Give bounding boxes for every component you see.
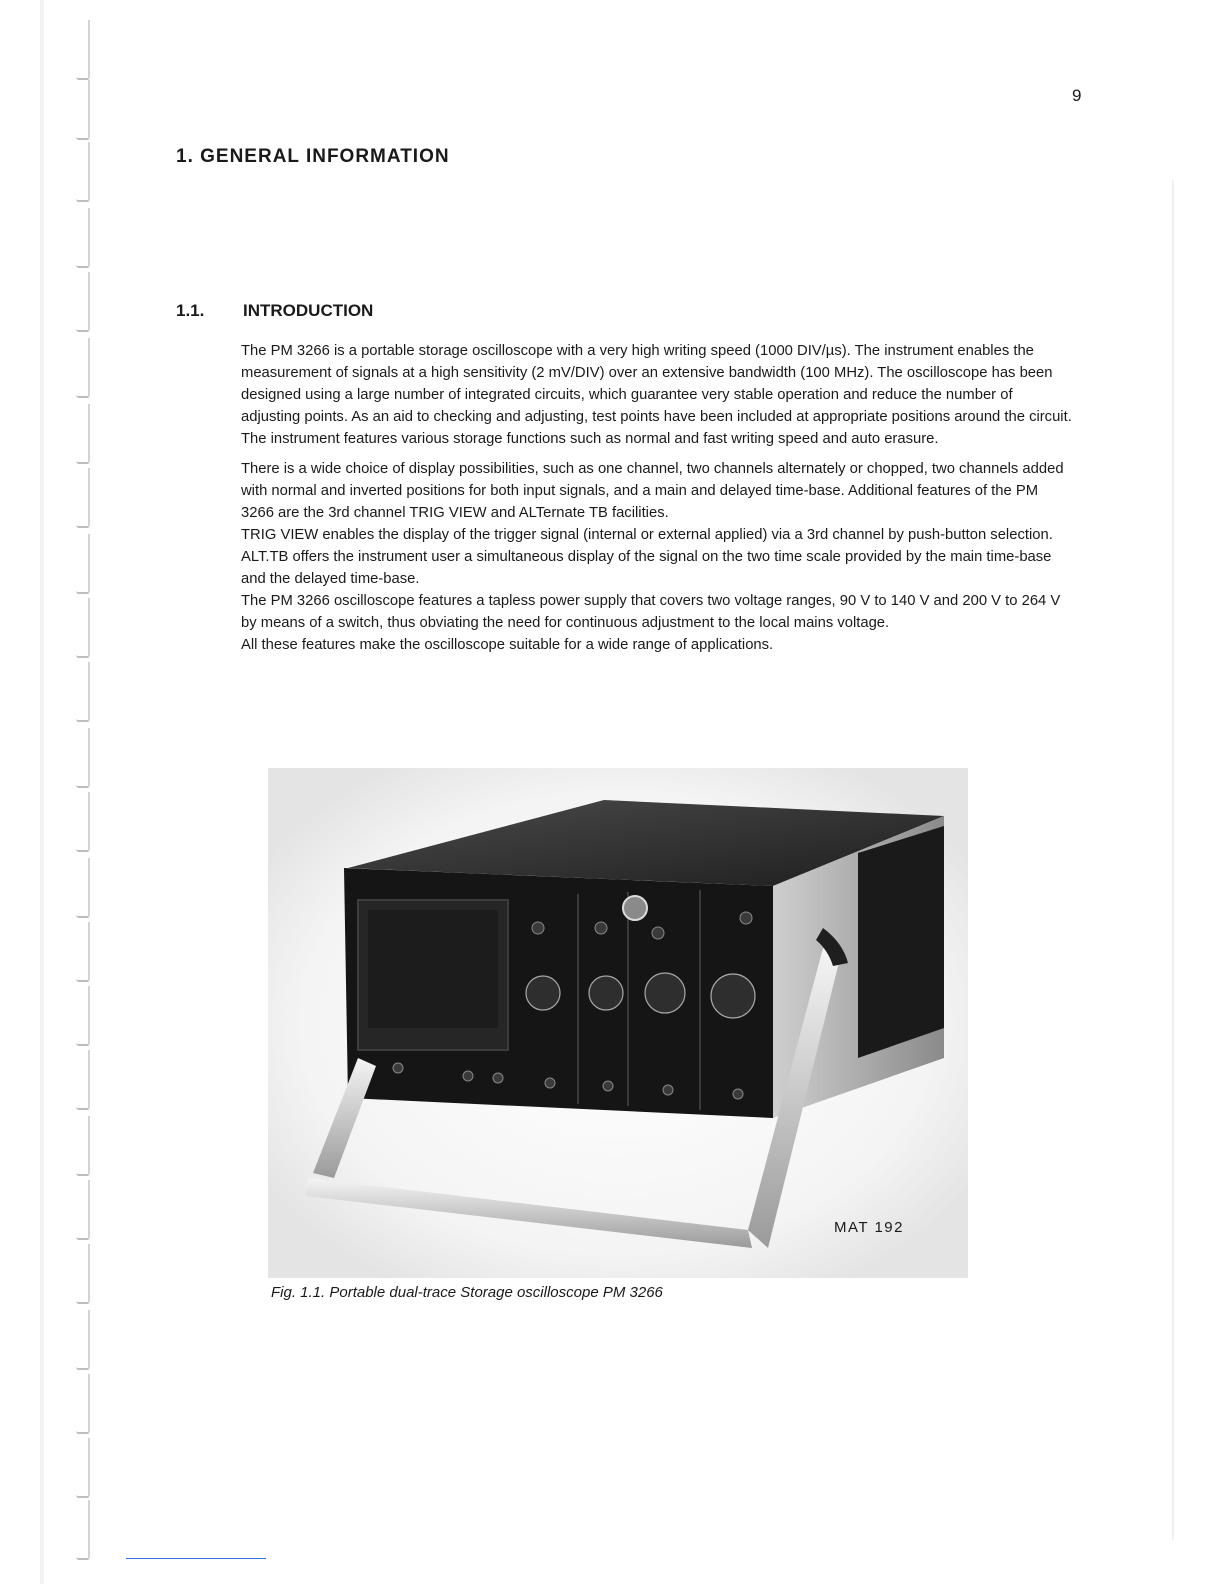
binding-hole [76,728,90,788]
binding-hole [76,662,90,722]
binding-margin [0,0,110,1584]
binding-hole [76,1310,90,1370]
binding-hole [76,1180,90,1240]
binding-hole [76,858,90,918]
body-text [241,340,1073,656]
binding-hole [76,208,90,268]
page-number: 9 [1072,86,1082,105]
paragraph: TRIG VIEW enables the display of the trigger signal (internal or external applied) via a 3rd channel by push-button selection. [241,527,1053,543]
binding-hole [76,598,90,658]
paragraph: There is a wide choice of display possibilities, such as one channel, two channels alternately or chopped, two channels added with normal and inverted positions for both input signals, and a main and delayed time-base. Additional features of the PM 3266 are the 3rd channel TRIG VIEW and ALTernate TB facilities. [241,461,1064,521]
binding-hole [76,792,90,852]
figure-caption: Fig. 1.1. Portable dual-trace Storage oscilloscope PM 3266 [271,1284,663,1301]
section-number: 1.1. [176,301,205,320]
binding-hole [76,338,90,398]
paragraph: The PM 3266 oscilloscope features a tapless power supply that covers two voltage ranges, 90 V to 140 V and 200 V to 264 V by means of a switch, thus obviating the need for continuous adjustment to the local mains voltage. [241,593,1061,631]
binding-hole [76,142,90,202]
binding-hole [76,404,90,464]
paragraph: The PM 3266 is a portable storage oscilloscope with a very high writing speed (1000 DIV/µs). The instrument enables the measurement of signals at a high sensitivity (2 mV/DIV) over an extensive bandwidth (100 MHz). The oscilloscope has been designed using a large number of integrated circuits, which guarantee very stable operation and reduce the number of adjusting points. As an aid to checking and adjusting, test points have been included at appropriate positions around the circuit. The instrument features various storage functions such as normal and fast writing speed and auto erasure. [241,343,1072,447]
figure-label: MAT 192 [834,1219,904,1236]
binding-hole [76,1438,90,1498]
page-edge-shadow [1172,180,1174,1540]
footnote-rule [126,1558,266,1559]
section-title: INTRODUCTION [243,301,374,320]
binding-hole [76,272,90,332]
binding-hole [76,986,90,1046]
binding-hole [76,1050,90,1110]
binding-hole [76,468,90,528]
paragraph: All these features make the oscilloscope suitable for a wide range of applications. [241,637,774,653]
oscilloscope-photo [268,768,968,1278]
binding-hole [76,1244,90,1304]
binding-hole [76,534,90,594]
paragraph: ALT.TB offers the instrument user a simultaneous display of the signal on the two time scale provided by the main time-base and the delayed time-base. [241,549,1052,587]
binding-hole [76,80,90,140]
page-edge-shadow [40,0,44,1584]
binding-hole [76,1116,90,1176]
binding-hole [76,1374,90,1434]
binding-hole [76,20,90,80]
binding-hole [76,922,90,982]
chapter-title: 1. GENERAL INFORMATION [176,146,450,167]
binding-hole [76,1500,90,1560]
